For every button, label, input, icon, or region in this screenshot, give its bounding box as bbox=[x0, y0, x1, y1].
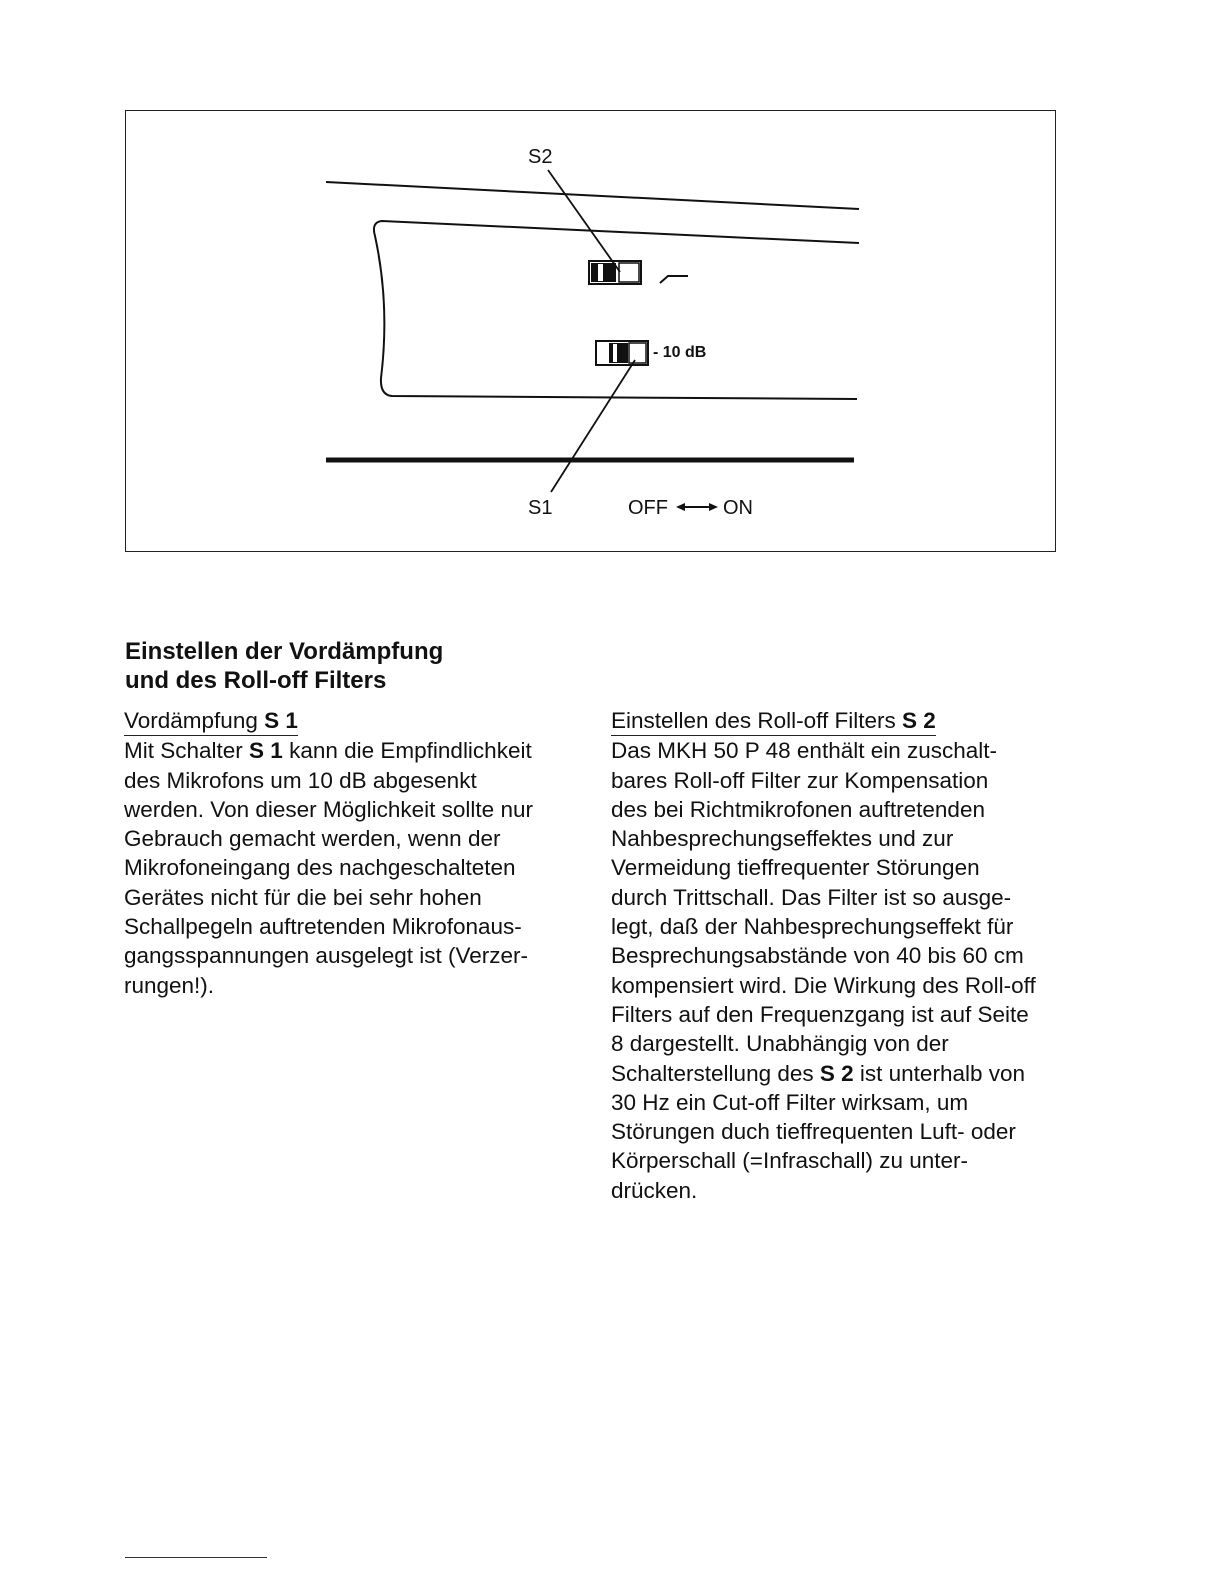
minus-10db-label: - 10 dB bbox=[653, 344, 707, 361]
mic-body-panel-outline bbox=[374, 221, 859, 399]
s2-leader-line bbox=[548, 170, 620, 272]
attenuation-subheading-text: Vordämpfung bbox=[124, 708, 265, 733]
mic-body-top-edge bbox=[326, 182, 859, 209]
rolloff-subheading-switch: S 2 bbox=[901, 708, 936, 733]
attenuation-paragraph-prefix: Mit Schalter bbox=[124, 738, 250, 764]
attenuation-paragraph-body: kann die Empfindlichkeit des Mikrofons um 10 dB abgesenkt werden. Von dieser Möglichkeit sollte nur Gebrauch gemacht werden, wenn der Mikrofoneingang des nachgeschalteten Gerätes nicht für die bei sehr hohen Schallpegeln auftretenden Mikrofonaus- gangsspannungen ausgelegt ist (Verzer- rungen!). bbox=[124, 738, 533, 998]
rolloff-paragraph bbox=[611, 736, 1071, 1205]
section-heading bbox=[125, 637, 585, 695]
left-column bbox=[124, 706, 574, 1000]
right-column bbox=[611, 706, 1071, 1205]
footnote-rule bbox=[125, 1557, 267, 1558]
s1-label: S1 bbox=[528, 497, 553, 519]
off-label: OFF bbox=[628, 497, 668, 519]
s1-leader-line bbox=[551, 360, 635, 492]
s2-label: S2 bbox=[528, 146, 553, 168]
off-on-double-arrow-icon bbox=[676, 503, 718, 511]
attenuation-subheading bbox=[124, 706, 298, 736]
roll-off-symbol-icon bbox=[660, 276, 688, 283]
rolloff-subheading bbox=[611, 706, 936, 736]
section-heading-line1: Einstellen der Vordämpfung bbox=[125, 638, 444, 665]
switch-s1-icon bbox=[596, 341, 648, 365]
rolloff-subheading-text: Einstellen des Roll-off Filters bbox=[611, 708, 902, 733]
attenuation-paragraph bbox=[124, 736, 574, 1000]
attenuation-subheading-switch: S 1 bbox=[264, 708, 298, 733]
on-label: ON bbox=[723, 497, 753, 519]
rolloff-paragraph-switch: S 2 bbox=[819, 1060, 854, 1086]
section-heading-line2: und des Roll-off Filters bbox=[125, 667, 387, 694]
rolloff-paragraph-tail: ist unterhalb von 30 Hz ein Cut-off Filter wirksam, um Störungen duch tieffrequenten Luft- oder Körperschall (=Infraschall) zu unter- drücken. bbox=[611, 1060, 1026, 1203]
attenuation-paragraph-switch: S 1 bbox=[249, 738, 283, 764]
switch-diagram bbox=[0, 0, 1224, 600]
rolloff-paragraph-body: Das MKH 50 P 48 enthält ein zuschalt- bares Roll-off Filter zur Kompensation des bei Richtmikrofonen auftretenden Nahbesprechungseffektes und zur Vermeidung tieffrequenter Störungen durch Trittschall. Das Filter ist so ausge- legt, daß der Nahbesprechungseffekt für Besprechungsabstände von 40 bis 60 cm kompensiert wird. Die Wirkung des Roll-off Filters auf den Frequenzgang ist auf Seite 8 dargestellt. Unabhängig von der Schalterstellung des bbox=[611, 738, 1036, 1086]
